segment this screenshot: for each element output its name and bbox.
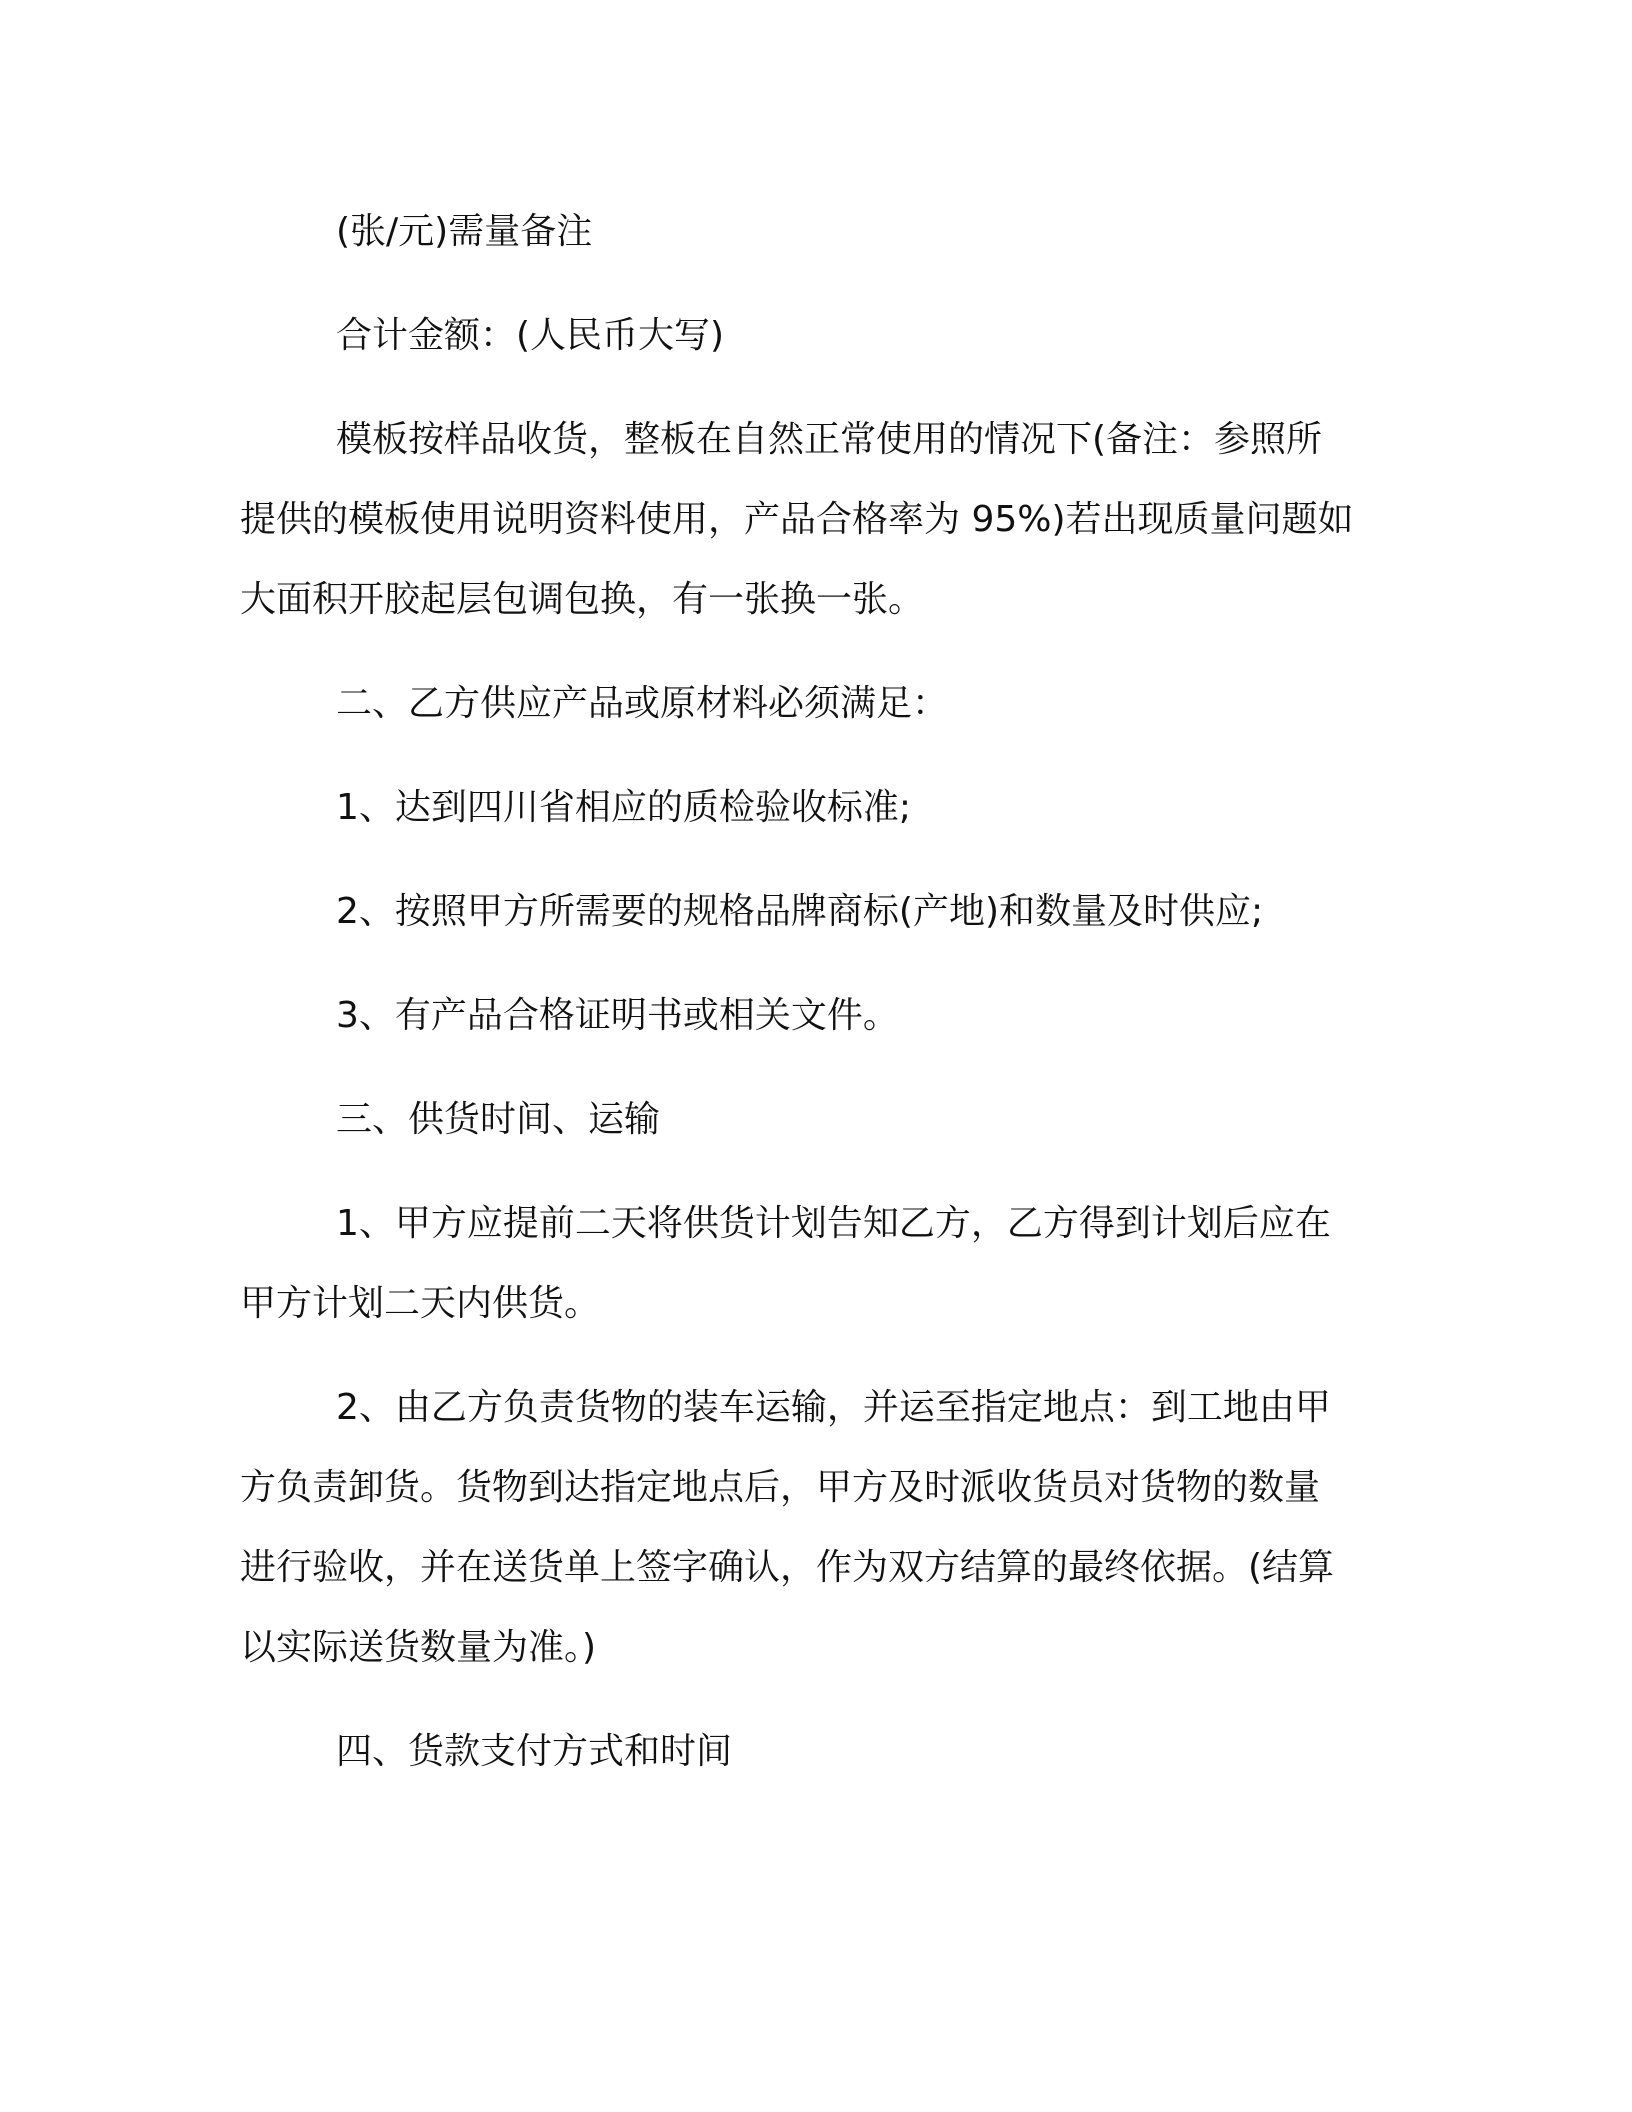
section-heading-3 [240,1080,1390,1160]
text-line: 以实际送货数量为准。) [240,1627,597,1668]
text-line: 方负责卸货。货物到达指定地点后，甲方及时派收货员对货物的数量 [240,1467,1321,1508]
section-heading-4 [240,1712,1390,1792]
paragraph-total-amount [240,296,1390,376]
paragraph-acceptance [240,400,1390,640]
text-line: 模板按样品收货，整板在自然正常使用的情况下(备注：参照所 [336,419,1323,460]
text-line: 2、按照甲方所需要的规格品牌商标(产地)和数量及时供应; [336,891,1264,932]
text-line: 二、乙方供应产品或原材料必须满足： [336,683,949,724]
document-page [240,192,1390,1816]
list-item-2-1 [240,768,1390,848]
text-line: 四、货款支付方式和时间 [336,1731,733,1772]
text-line: 三、供货时间、运输 [336,1099,661,1140]
text-line: 1、达到四川省相应的质检验收标准; [336,787,912,828]
list-item-3-1 [240,1184,1390,1344]
list-item-2-3 [240,976,1390,1056]
text-line: 大面积开胶起层包调包换，有一张换一张。 [240,579,925,620]
text-line: 提供的模板使用说明资料使用，产品合格率为 95%)若出现质量问题如 [240,499,1354,540]
section-heading-2 [240,664,1390,744]
text-line: 进行验收，并在送货单上签字确认，作为双方结算的最终依据。(结算 [240,1547,1335,1588]
paragraph-unit-note [240,192,1390,272]
text-line: 合计金额：(人民币大写) [336,315,725,356]
text-line: 甲方计划二天内供货。 [240,1283,601,1324]
list-item-3-2 [240,1368,1390,1688]
text-line: (张/元)需量备注 [336,211,593,252]
text-line: 2、由乙方负责货物的装车运输，并运至指定地点：到工地由甲 [336,1387,1331,1428]
list-item-2-2 [240,872,1390,952]
text-line: 1、甲方应提前二天将供货计划告知乙方，乙方得到计划后应在 [336,1203,1331,1244]
text-line: 3、有产品合格证明书或相关文件。 [336,995,899,1036]
